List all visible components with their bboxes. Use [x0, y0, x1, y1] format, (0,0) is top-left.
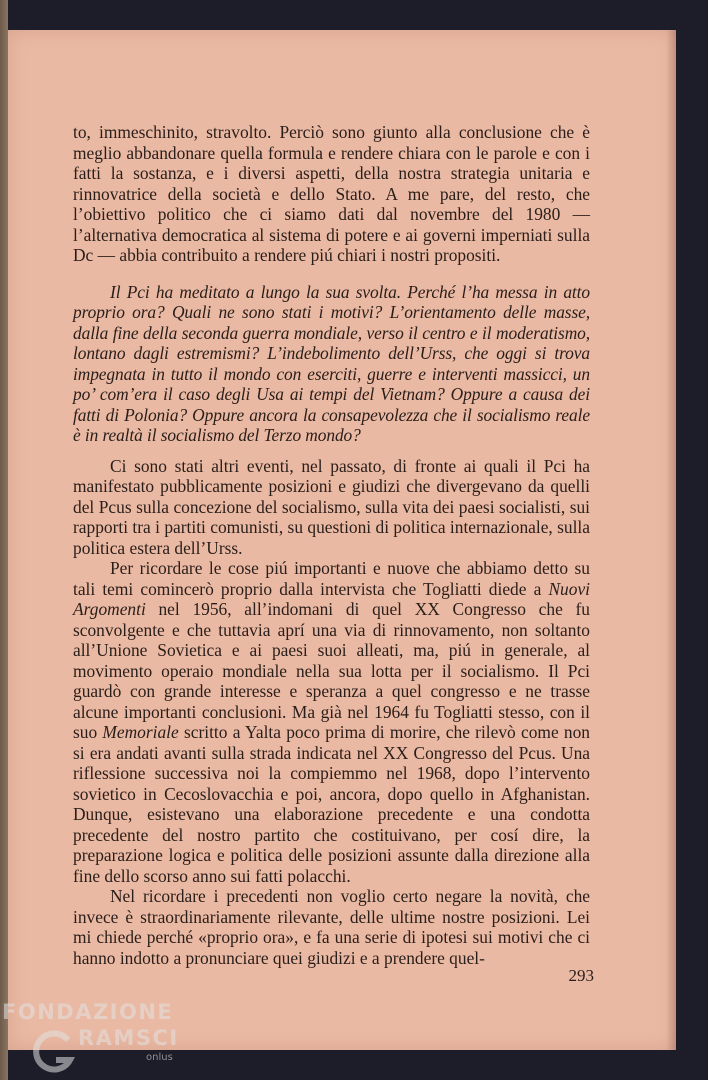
- book-spine-edge: [0, 0, 8, 1080]
- page-edge-shadow: [666, 30, 676, 1050]
- paragraph-continuation: to, immeschinito, stravolto. Perciò sono giunto alla conclusione che è meglio abbandonare quella formula e rendere chiara con le parole e con i fatti la sostanza, e i diversi aspetti, della nostra strategia unitaria e rinnovatrice della società e dello Stato. A me pare, del resto, che l’obiettivo politico che ci siamo dati dal novembre del 1980 — l’alternativa democratica al sistema di potere e ai governi imperniati sulla Dc — abbia contribuito a rendere piú chiari i nostri propositi.: [73, 122, 590, 265]
- book-page: [8, 30, 676, 1050]
- watermark-logo: [0, 1000, 200, 1080]
- watermark-line2: RAMSCI: [78, 1026, 179, 1050]
- body-text: [73, 122, 590, 968]
- paragraph-answer-3: Nel ricordare i precedenti non voglio certo negare la novità, che invece è straordinariamente rilevante, delle ultime nostre posizioni. Lei mi chiede perché «proprio ora», e fa una serie di ipotesi sui motivi che ci hanno indotto a pronunciare quei giudizi e a prendere quel-: [73, 886, 590, 968]
- watermark-line1: FONDAZIONE: [2, 1000, 174, 1024]
- paragraph-answer-1: Ci sono stati altri eventi, nel passato, di fronte ai quali il Pci ha manifestato pubblicamente posizioni e giudizi che divergevano da quelli del Pcus sulla concezione del socialismo, sulla vita dei paesi socialisti, sui rapporti tra i partiti comunisti, su questioni di politica internazionale, sulla politica estera dell’Urss.: [73, 455, 590, 558]
- paragraph-text: Per ricordare le cose piú importanti e nuove che abbiamo detto su tali temi comincerò proprio dalla intervista che Togliatti diede a: [73, 558, 590, 599]
- memoriale-title: Memoriale: [102, 722, 179, 742]
- journal-title: Nuovi Argomenti: [73, 578, 590, 619]
- paragraph-answer-2: [73, 558, 590, 886]
- page-number: 293: [568, 966, 594, 985]
- gramsci-g-logo-icon: [28, 1026, 78, 1076]
- watermark-onlus: onlus: [146, 1052, 173, 1063]
- paragraph-text: scritto a Yalta poco prima di morire, che rilevò come non si era andati avanti sulla strada indicata nel XX Congresso del Pcus. Una riflessione successiva noi la compiemmo nel 1968, dopo l’intervento sovietico in Cecoslovacchia e poi, ancora, dopo quello in Afghanistan. Dunque, esistevano una elaborazione precedente e una condotta precedente del nostro partito che costituivano, per cosí dire, la preparazione logica e politica delle posizioni assunte dalla direzione alla fine dello scorso anno sui fatti polacchi.: [73, 722, 590, 886]
- paragraph-text: nel 1956, all’indomani di quel XX Congresso che fu sconvolgente e che tuttavia aprí una via di rinnovamento, non soltanto all’Unione Sovietica e ai paesi suoi alleati, ma, piú in generale, al movimento operaio mondiale nella sua lotta per il socialismo. Il Pci guardò con grande interesse e speranza a quel congresso e ne trasse alcune importanti conclusioni. Ma già nel 1964 fu Togliatti stesso, con il suo: [73, 599, 590, 742]
- interview-question: Il Pci ha meditato a lungo la sua svolta. Perché l’ha messa in atto proprio ora? Quali ne sono stati i motivi? L’orientamento delle masse, dalla fine della seconda guerra mondiale, verso il centro e il moderatismo, lontano dagli estremismi? L’indebolimento dell’Urss, che oggi si trova impegnata in tutto il mondo con eserciti, guerre e interventi massicci, un po’ com’era il caso degli Usa ai tempi del Vietnam? Oppure a causa dei fatti di Polonia? Oppure ancora la consapevolezza che il socialismo reale è in realtà il socialismo del Terzo mondo?: [73, 281, 590, 445]
